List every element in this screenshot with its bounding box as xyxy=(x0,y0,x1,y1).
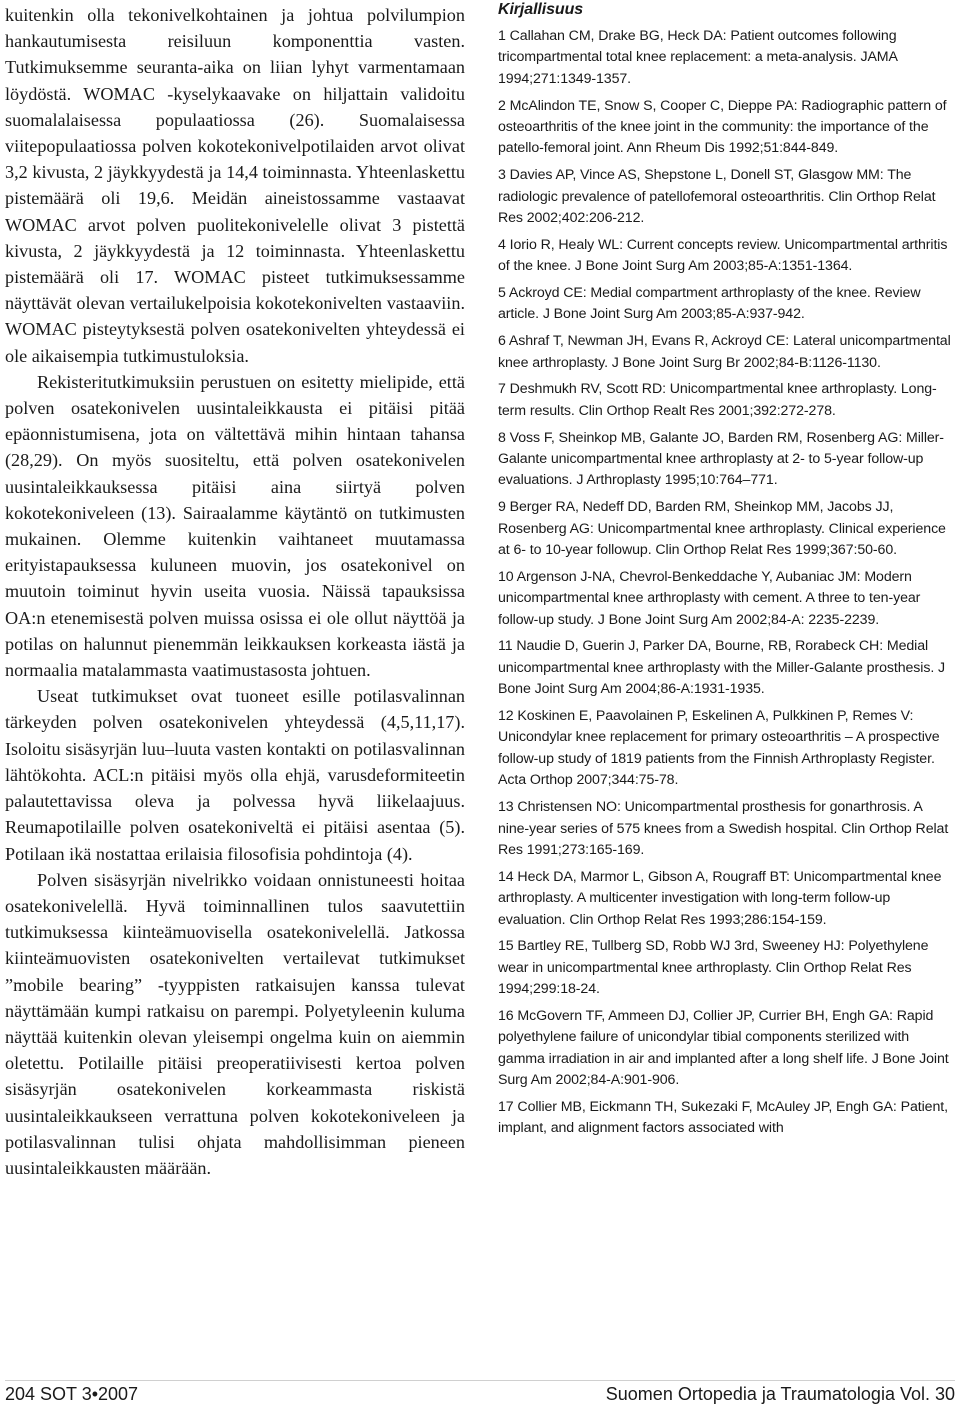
reference-item: 4 Iorio R, Healy WL: Current concepts review. Unicompartmental arthritis of the knee. J Bone Joint Surg Am 2003;85-A:1351-1364. xyxy=(498,236,948,275)
reference-item: 14 Heck DA, Marmor L, Gibson A, Rougraff BT: Unicompartmental knee arthroplasty. A multicenter investigation with long-term follow-up evaluation. Clin Orthop Relat Res 1993;286:154-159. xyxy=(498,868,942,928)
reference-item: 1 Callahan CM, Drake BG, Heck DA: Patient outcomes following tricompartmental total knee replacement: a meta-analysis. JAMA 1994;271:1349-1357. xyxy=(498,28,898,87)
reference-item: 3 Davies AP, Vince AS, Shepstone L, Donell ST, Glasgow MM: The radiologic prevalence of patellofemoral osteoarthritis. Clin Orthop Relat Res 2002;402:206-212. xyxy=(498,167,936,227)
reference-item: 12 Koskinen E, Paavolainen P, Eskelinen A, Pulkkinen P, Remes V: Unicondylar knee replacement for primary osteoarthritis – A prospective follow-up study of 1819 patients from the Finnish Arthroplasty Register. Acta Orthop 2007;344:75-78. xyxy=(498,708,940,789)
reference-item: 9 Berger RA, Nedeff DD, Barden RM, Sheinkop MM, Jacobs JJ, Rosenberg AG: Unicompartmental knee arthroplasty. Clinical experience at 6- to 10-year followup. Clin Orthop Relat Res 1999;367:50-60. xyxy=(498,499,946,559)
body-paragraph: Polven sisäsyrjän nivelrikko voidaan onnistuneesti hoitaa osatekonivelellä. Hyvä toiminnallinen tulos saavutettiin tutkimuksessa kiinteämuovisella osatekonivelellä. Jatkossa kiinteämuovisten osatekonivelten vertailevat tutkimukset ”mobile bearing” -tyyppisten ratkaisujen kanssa tulevat näyttämään kumpi ratkaisu on parempi. Polyetyleenin kuluma näyttää kuitenkin olevan yleisempi ongelma kuin on aiemmin oletettu. Potilaille pitäisi preoperatiivisesti kertoa polven sisäsyrjän osatekonivelen korkeammasta riskistä uusintaleikkaukseen verrattuna polven kokotekoniveleen ja potilasvalinnan tulisi ohjata mahdollisimman pieneen uusintaleikkausten määrään. xyxy=(5,869,465,1178)
body-paragraph: kuitenkin olla tekonivelkohtainen ja johtua polvilumpion hankautumisesta reisiluun komponenttia vasten. Tutkimuksemme seuranta-aika on liian lyhyt varmentamaan löydöstä. WOMAC -kyselykaavake on hiljattain validoitu suomalalaisessa populaatiossa (26). Suomalaisessa viitepopulaatiossa polven kokotekonivelpotilaiden arvot olivat 3,2 kivusta, 2 jäykkyydestä ja 14,4 toiminnasta. Yhteenlaskettu pistemäärä oli 19,6. Meidän aineistossamme vastaavat WOMAC arvot polven puolitekonivelelle olivat 3 pistettä kivusta, 2 jäykkyydestä ja 12 toiminnasta. Yhteenlaskettu pistemäärä oli 17. WOMAC pisteet tutkimuksessamme näyttävät olevan vertailukelpoisia kokotekonivelten vastaaviin. WOMAC pisteytyksestä polven osatekonivelten yhteydessä ei ole aikaisempia tutkimustuloksia. xyxy=(5,5,465,366)
footer-page-issue: 204 SOT 3•2007 xyxy=(5,1384,139,1404)
references-heading: Kirjallisuus xyxy=(498,1,584,18)
footer-divider xyxy=(5,1380,955,1381)
reference-item: 5 Ackroyd CE: Medial compartment arthroplasty of the knee. Review article. J Bone Joint Surg Am 2003;85-A:937-942. xyxy=(498,285,921,323)
references-column xyxy=(498,0,954,1145)
reference-item: 15 Bartley RE, Tullberg SD, Robb WJ 3rd, Sweeney HJ: Polyethylene wear in unicompartmental knee arthroplasty. Clin Orthop Relat Res 1994;299:18-24. xyxy=(498,938,929,998)
reference-item: 17 Collier MB, Eickmann TH, Sukezaki F, McAuley JP, Engh GA: Patient, implant, and alignment factors associated with xyxy=(498,1098,948,1137)
reference-item: 2 McAlindon TE, Snow S, Cooper C, Dieppe PA: Radiographic pattern of osteoarthritis of the knee joint in the community: the importance of the patello-femoral joint. Ann Rheum Dis 1992;51:844-849. xyxy=(498,97,947,157)
reference-item: 11 Naudie D, Guerin J, Parker DA, Bourne, RB, Rorabeck CH: Medial unicompartmental knee arthroplasty with the Miller-Galante prosthesis. J Bone Joint Surg Am 2004;86-A:1931-1935. xyxy=(498,638,946,698)
body-text-column xyxy=(5,2,465,1181)
body-paragraph: Useat tutkimukset ovat tuoneet esille potilasvalinnan tärkeyden polven osatekonivelen yhteydessä (4,5,11,17). Isoloitu sisäsyrjän luu–luuta vasten kontakti on potilasvalinnan lähtökohta. ACL:n pitäisi myös olla ehjä, varusdeformiteetin palautettavissa oleva ja polvessa hyvä liikelaajuus. Reumapotilaille polven osatekoniveltä ei pitäisi asentaa (5). Potilaan ikä nostattaa erilaisia filosofisia pohdintoja (4). xyxy=(5,686,465,864)
reference-item: 7 Deshmukh RV, Scott RD: Unicompartmental knee arthroplasty. Long-term results. Clin Orthop Realt Res 2001;392:272-278. xyxy=(498,381,937,419)
footer-journal-title: Suomen Ortopedia ja Traumatologia Vol. 30 xyxy=(605,1384,955,1404)
reference-item: 13 Christensen NO: Unicompartmental prosthesis for gonarthrosis. A nine-year series of 575 knees from a Swedish hospital. Clin Orthop Relat Res 1991;273:165-169. xyxy=(498,799,949,858)
reference-item: 8 Voss F, Sheinkop MB, Galante JO, Barden RM, Rosenberg AG: Miller-Galante unicompartmental knee arthroplasty at 2- to 5-year follow-up evaluations. J Arthroplasty 1995;10:764–771. xyxy=(498,429,944,489)
body-paragraph: Rekisteritutkimuksiin perustuen on esitetty mielipide, että polven osatekonivelen uusintaleikkausta ei pitäisi pitää epäonnistumisena, jota on vältettävä mihin hintaan tahansa (28,29). On myös suositeltu, että polven osatekonivelen uusintaleikkauksessa pitäisi aina siirtyä polven kokotekoniveleen (13). Sairaalamme käytäntö on tutkimusten mukainen. Olemme kuitenkin vaihtaneet muutamassa erityistapauksessa kuluneen muovin, jos osatekonivel on muutoin toiminut hyvin useita vuosia. Näissä tapauksissa OA:n etenemisestä polven muissa osissa ei ole ollut näyttöä ja potilas on halunnut pienemmän leikkauksen korkeasta iästä ja normaalia matalammasta vaatimustasosta johtuen. xyxy=(5,371,465,681)
reference-item: 10 Argenson J-NA, Chevrol-Benkeddache Y, Aubaniac JM: Modern unicompartmental knee arthroplasty with cement. A three to ten-year follow-up study. J Bone Joint Surg Am 2002;84-A: 2235-2239. xyxy=(498,568,921,628)
reference-item: 16 McGovern TF, Ammeen DJ, Collier JP, Currier BH, Engh GA: Rapid polyethylene failure of unicondylar tibial components sterilized with gamma irradiation in air and implanted after a long shelf life. J Bone Joint Surg Am 2002;84-A:901-906. xyxy=(498,1007,949,1089)
reference-item: 6 Ashraf T, Newman JH, Evans R, Ackroyd CE: Lateral unicompartmental knee arthroplasty. J Bone Joint Surg Br 2002;84-B:1126-1130. xyxy=(498,333,951,371)
